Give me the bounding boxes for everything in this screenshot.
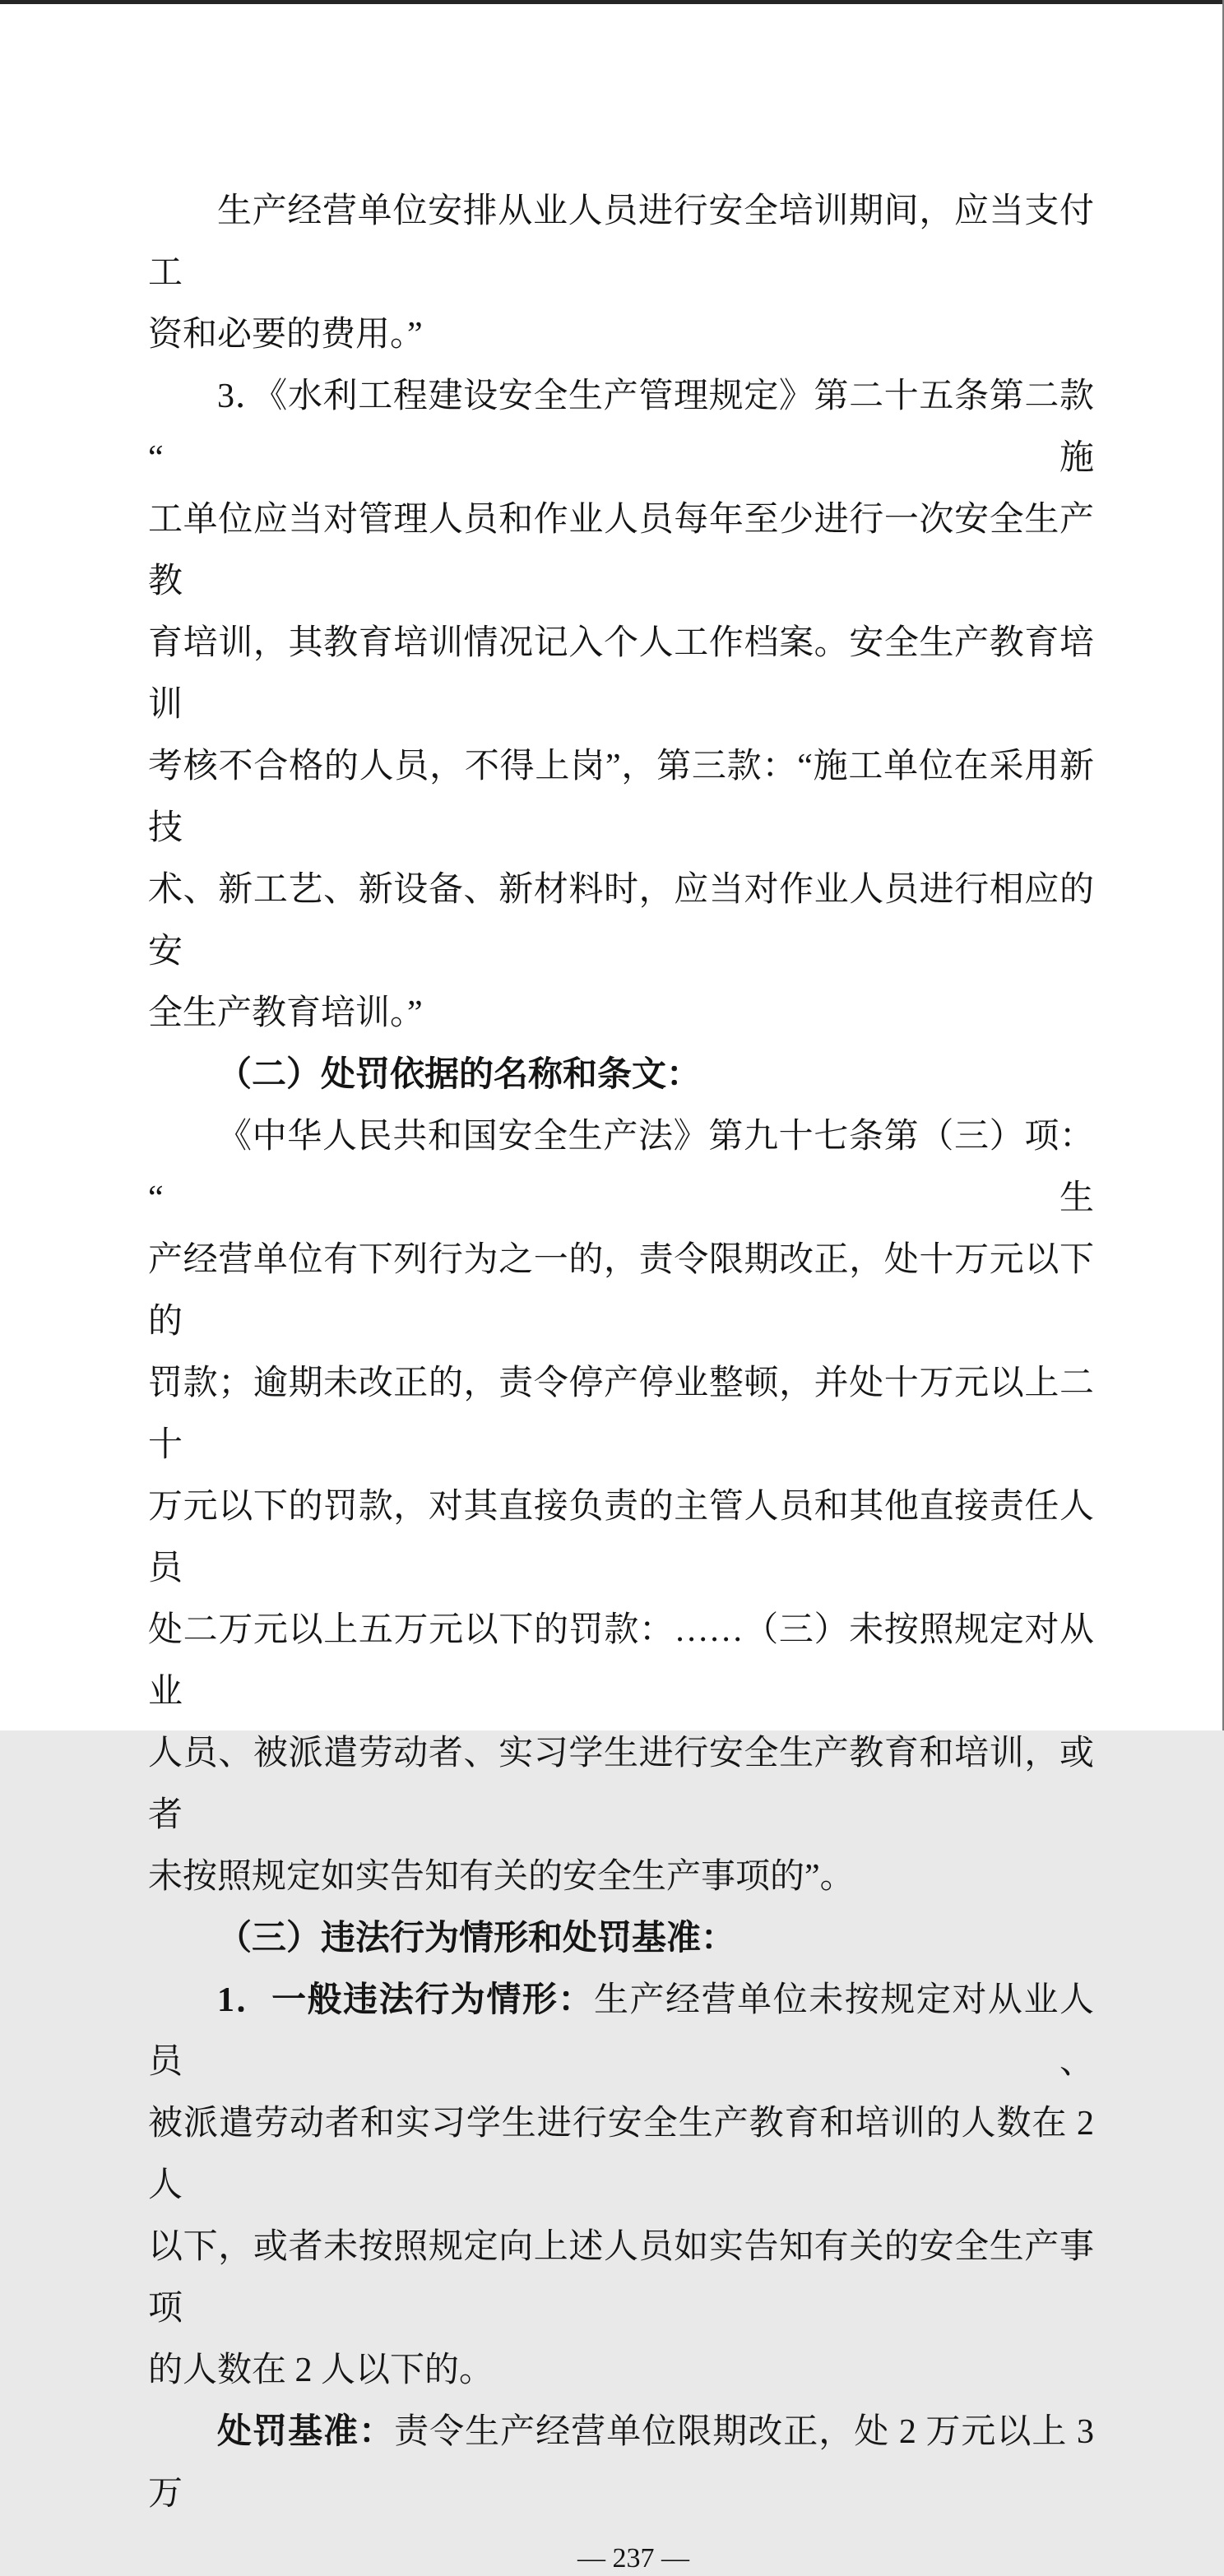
text-segment: 术、新工艺、新设备、新材料时，应当对作业人员进行相应的安 bbox=[148, 871, 1094, 971]
text-segment: 万元以下的罚款，对其直接负责的主管人员和其他直接责任人员 bbox=[148, 1488, 1094, 1587]
text-segment: 1．一般违法行为情形： bbox=[217, 1981, 594, 2019]
text-line bbox=[148, 2217, 1094, 2340]
text-line bbox=[148, 1106, 1094, 1230]
text-segment: 以下，或者未按照规定向上述人员如实告知有关的安全生产事项 bbox=[148, 2228, 1094, 2328]
heading-line bbox=[148, 1908, 1094, 1970]
text-line bbox=[148, 304, 1094, 366]
text-segment: （三）违法行为情形和处罚基准： bbox=[217, 1920, 736, 1957]
text-segment: 育培训，其教育培训情况记入个人工作档案。安全生产教育培训 bbox=[148, 624, 1094, 724]
text-segment: 生产经营单位安排从业人员进行安全培训期间，应当支付工 bbox=[148, 192, 1094, 292]
text-segment: 生产经营单位未按规定对从业人员、 bbox=[148, 1981, 1094, 2081]
text-segment: 未按照规定如实告知有关的安全生产事项的”。 bbox=[148, 1858, 855, 1896]
text-segment: 的人数在 2 人以下的。 bbox=[148, 2351, 494, 2389]
text-segment: 罚款；逾期未改正的，责令停产停业整顿，并处十万元以上二十 bbox=[148, 1364, 1094, 1464]
text-segment: 责令生产经营单位限期改正，处 2 万元以上 3 万 bbox=[148, 2413, 1094, 2513]
text-line bbox=[148, 1846, 1094, 1908]
text-column bbox=[148, 181, 1094, 2576]
page-number: — 237 — bbox=[577, 2543, 689, 2574]
text-line bbox=[148, 983, 1094, 1045]
text-line bbox=[148, 2093, 1094, 2217]
text-segment: 人员、被派遣劳动者、实习学生进行安全生产教育和培训，或者 bbox=[148, 1735, 1094, 1834]
text-segment: 资和必要的费用。” bbox=[148, 316, 423, 354]
text-line bbox=[148, 366, 1094, 489]
text-line bbox=[148, 1476, 1094, 1600]
text-line bbox=[148, 2402, 1094, 2525]
text-segment: 全生产教育培训。” bbox=[148, 994, 423, 1032]
text-line bbox=[148, 859, 1094, 983]
heading-line bbox=[148, 1045, 1094, 1106]
text-segment: 工单位应当对管理人员和作业人员每年至少进行一次安全生产教 bbox=[148, 501, 1094, 600]
text-line bbox=[148, 1600, 1094, 1723]
text-segment: 《中华人民共和国安全生产法》第九十七条第（三）项：“生 bbox=[148, 1118, 1094, 1217]
text-segment: 考核不合格的人员，不得上岗”，第三款：“施工单位在采用新技 bbox=[148, 748, 1094, 847]
text-line bbox=[148, 1230, 1094, 1353]
text-line bbox=[148, 613, 1094, 736]
text-line bbox=[148, 2340, 1094, 2402]
window-top-edge bbox=[0, 0, 1224, 4]
text-line bbox=[148, 736, 1094, 859]
text-line bbox=[148, 181, 1094, 304]
text-segment: 3．《水利工程建设安全生产管理规定》第二十五条第二款“施 bbox=[148, 378, 1094, 477]
text-segment: 处罚基准： bbox=[217, 2413, 395, 2451]
text-segment: 处二万元以上五万元以下的罚款：……（三）未按照规定对从业 bbox=[148, 1611, 1094, 1711]
text-segment: 被派遣劳动者和实习学生进行安全生产教育和培训的人数在 2 人 bbox=[148, 2105, 1094, 2204]
text-segment: 产经营单位有下列行为之一的，责令限期改正，处十万元以下的 bbox=[148, 1241, 1094, 1341]
text-line bbox=[148, 489, 1094, 613]
text-line bbox=[148, 1970, 1094, 2093]
text-line bbox=[148, 1353, 1094, 1476]
text-segment: （二）处罚依据的名称和条文： bbox=[217, 1056, 702, 1094]
text-line bbox=[148, 1723, 1094, 1846]
